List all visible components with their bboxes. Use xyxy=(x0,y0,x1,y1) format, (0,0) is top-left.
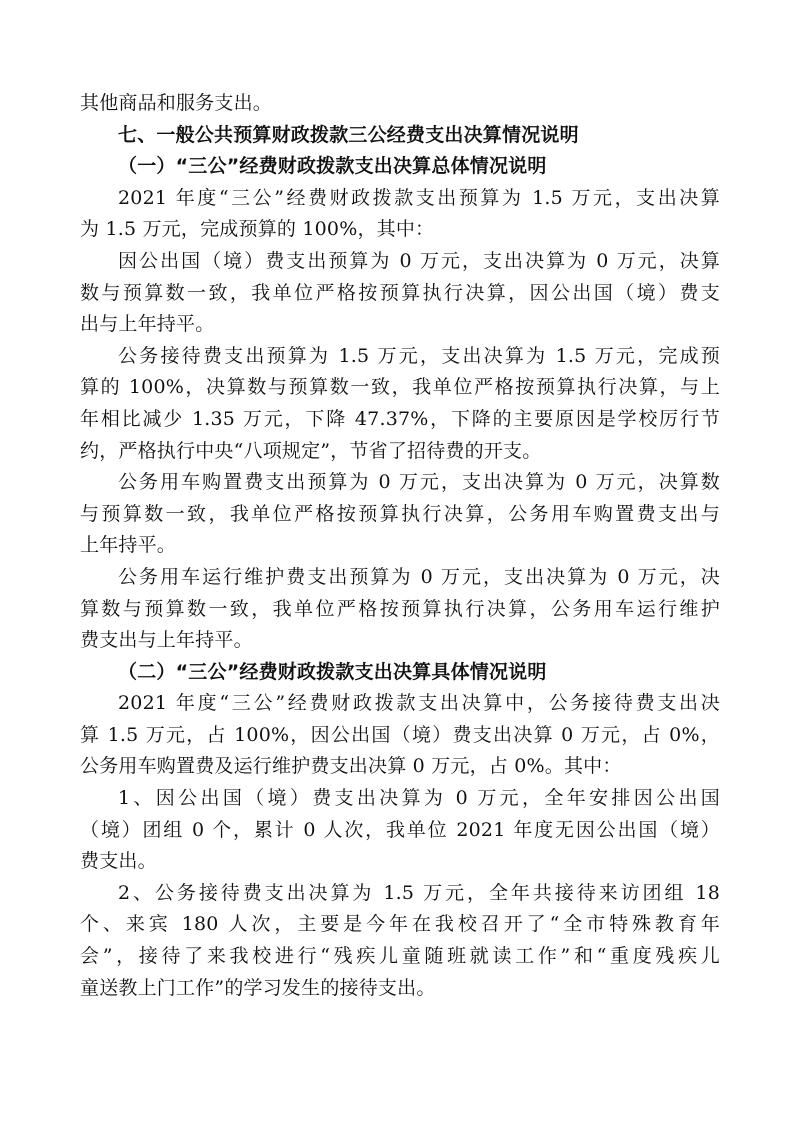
paragraph-line: 算数与预算数一致，我单位严格按预算执行决算，公务用车运行维护 xyxy=(80,597,720,620)
paragraph-line: 个、来宾 180 人次，主要是今年在我校召开了“全市特殊教育年 xyxy=(80,913,720,936)
paragraph-line: 为 1.5 万元，完成预算的 100%，其中： xyxy=(80,218,435,241)
section-heading: （二）“三公”经费财政拨款支出决算具体情况说明 xyxy=(118,660,547,683)
paragraph-line: 童送教上门工作”的学习发生的接待支出。 xyxy=(80,976,436,999)
paragraph-line: （境）团组 0 个，累计 0 人次，我单位 2021 年度无因公出国（境） xyxy=(80,818,720,841)
paragraph-line: 费支出。 xyxy=(80,850,157,873)
paragraph-line: 因公出国（境）费支出预算为 0 万元，支出决算为 0 万元，决算 xyxy=(118,249,720,272)
paragraph-line: 2021 年度“三公”经费财政拨款支出预算为 1.5 万元，支出决算 xyxy=(118,186,720,209)
paragraph-line: 公务用车运行维护费支出预算为 0 万元，支出决算为 0 万元，决 xyxy=(118,565,720,588)
paragraph-line: 数与预算数一致，我单位严格按预算执行决算，因公出国（境）费支 xyxy=(80,281,720,304)
paragraph-line: 上年持平。 xyxy=(80,534,177,557)
document-page xyxy=(80,88,720,1004)
paragraph-line: 算的 100%，决算数与预算数一致，我单位严格按预算执行决算，与上 xyxy=(80,376,720,399)
paragraph-line: 1、因公出国（境）费支出决算为 0 万元，全年安排因公出国 xyxy=(118,787,720,810)
paragraph-line: 2021 年度“三公”经费财政拨款支出决算中，公务接待费支出决 xyxy=(118,692,720,715)
paragraph-line: 费支出与上年持平。 xyxy=(80,629,253,652)
paragraph-line: 其他商品和服务支出。 xyxy=(80,92,273,114)
paragraph-line: 公务接待费支出预算为 1.5 万元，支出决算为 1.5 万元，完成预 xyxy=(118,344,720,367)
paragraph-line: 公务用车购置费支出预算为 0 万元，支出决算为 0 万元，决算数 xyxy=(118,471,720,494)
paragraph-line: 出与上年持平。 xyxy=(80,313,215,336)
paragraph-line: 年相比减少 1.35 万元，下降 47.37%，下降的主要原因是学校厉行节 xyxy=(80,407,720,430)
paragraph-line: 2、公务接待费支出决算为 1.5 万元，全年共接待来访团组 18 xyxy=(118,881,720,904)
paragraph-line: 约，严格执行中央“八项规定”，节省了招待费的开支。 xyxy=(80,439,542,462)
paragraph-line: 会”，接待了来我校进行“残疾儿童随班就读工作”和“重度残疾儿 xyxy=(80,945,720,968)
section-heading: （一）“三公”经费财政拨款支出决算总体情况说明 xyxy=(118,155,547,178)
section-heading: 七、一般公共预算财政拨款三公经费支出决算情况说明 xyxy=(118,123,579,146)
paragraph-line: 公务用车购置费及运行维护费支出决算 0 万元，占 0%。其中： xyxy=(80,755,622,778)
paragraph-line: 与预算数一致，我单位严格按预算执行决算，公务用车购置费支出与 xyxy=(80,502,720,525)
paragraph-line: 算 1.5 万元，占 100%，因公出国（境）费支出决算 0 万元，占 0%， xyxy=(80,723,720,746)
